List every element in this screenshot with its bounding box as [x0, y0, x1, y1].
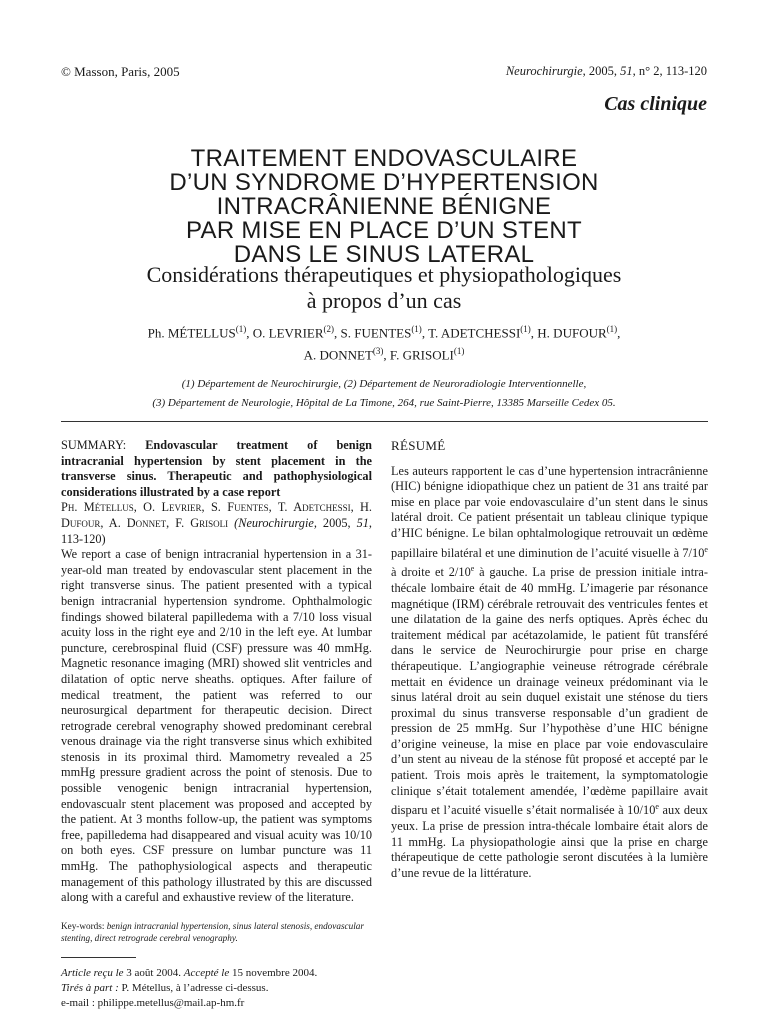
footnote: [61, 966, 372, 1011]
author-name: H. DUFOUR: [537, 325, 607, 341]
author-list: [40, 320, 728, 365]
author-line: A. DONNET$^{(3)}$, F. GRISOLI$^{(1)}$: [303, 346, 465, 363]
publisher-line: © Masson, Paris, 2005: [61, 64, 180, 79]
accepted-label: Accepté le: [183, 966, 230, 979]
citation-pages: , 113-120): [61, 515, 372, 546]
keywords: [61, 920, 372, 945]
ordinal-mark: e: [655, 802, 660, 812]
article-title: [40, 147, 728, 267]
keywords-label: Key-words:: [61, 920, 107, 931]
author-name: A. DONNET: [303, 347, 373, 363]
reprints-value: P. Métellus, à l’adresse ci-dessus.: [118, 981, 269, 994]
reprints-label: Tirés à part :: [61, 981, 119, 994]
summary-citation: [61, 500, 372, 547]
footnote-email: e-mail : philippe.metellus@mail.ap-hm.fr: [61, 996, 245, 1009]
received-label: Article reçu le: [61, 966, 124, 979]
journal-volume: 51: [620, 64, 633, 78]
author-affiliation-mark: (1): [453, 346, 465, 357]
section-label: Cas clinique: [604, 93, 707, 115]
author-name: S. FUENTES: [340, 325, 412, 341]
footnote-divider: [61, 957, 136, 958]
title-line: D’UN SYNDROME D’HYPERTENSION: [169, 169, 599, 196]
ordinal-mark: e: [470, 564, 475, 574]
title-line: INTRACRÂNIENNE BÉNIGNE: [216, 193, 552, 220]
subtitle-line: Considérations thérapeutiques et physiopathologiques: [146, 262, 622, 287]
affiliations: [40, 375, 728, 413]
journal-year: , 2005,: [582, 64, 621, 78]
resume-body: Les auteurs rapportent le cas d’une hypertension intracrânienne (HIC) bénigne idiopathique chez un patient de 31 ans traité par mise en place par voie endovasculaire d’un stent dans le sinus latéral droit. Ce patient présentait un tableau clinique typique d’HIC bénigne. Le bilan ophtalmologique retrouvait un œdème papillaire bilatéral et une diminution de l’acuité visuelle à 7/10e à droite et 2/10e à gauche. La prise de pression initiale intra-thécale lombaire était de 40 mmHg. L’imagerie par résonance magnétique (IRM) cérébrale retrouvait des ventricules fentes et une dilatation de la gaine des nerfs optiques. Après échec du traitement médical par acétazolamide, le patient fût transféré dans le service de Neurochirurgie pour prise en charge thérapeutique. L’angiographie veineuse rétrograde cérébrale mettait en évidence un drainage veineux prédominant via le sinus latéral droit au sein duquel existait une sténose du tiers proximal du sinus transverse responsable d’un gradient de pression de 25 mmHg. Sur l’hypothèse d’une HIC bénigne d’origine veineuse, la mise en place par voie endovasculaire d’un stent au niveau de la sténose fût proposé et accepté par le patient. Trois mois après le traitement, la symptomatologie clinique s’était totalement amendée, l’œdème papillaire avait disparu et l’acuité visuelle s’était normalisée à 10/10e aux deux yeux. La prise de pression intra-thécale lombaire était alors de 11 mmHg. La physiopathologie ainsi que la prise en charge thérapeutique de cette pathologie seront discutées à la lumière d’une revue de la littérature.: [391, 463, 708, 880]
author-affiliation-mark: (3): [372, 346, 384, 357]
summary-column: [61, 438, 372, 1011]
summary-heading: [61, 438, 372, 500]
footnote-dates: [61, 966, 372, 981]
author-affiliation-mark: (1): [411, 324, 422, 334]
title-line: PAR MISE EN PLACE D’UN STENT: [185, 217, 583, 244]
article-subtitle: [40, 262, 728, 314]
ordinal-mark: e: [704, 544, 708, 554]
author-name: Ph. MÉTELLUS: [147, 325, 236, 341]
affiliation-line: (1) Département de Neurochirurgie, (2) Département de Neuroradiologie Interventionnelle,: [181, 378, 587, 390]
received-date: 3 août 2004.: [123, 966, 184, 979]
author-name: O. LEVRIER: [252, 325, 324, 341]
summary-body: We report a case of benign intracranial hypertension in a 31-year-old man treated by endovascular stent placement in the right transverse sinus. The patient presented with a typical benign intracranial hypertension syndrome. Ophthalmologic findings showed bilateral papilledema with a 7/10 loss visual acuity loss in the right eye and 2/10 in the left eye. At lumbar puncture, cerebrospinal fluid (CSF) pressure was 40 mmHg. Magnetic resonance imaging (MRI) showed slit ventricles and dilatation of optic nerve sheaths. optiques. After failure of medical treatment, the patient was referred to our neurosurgical department for therapeutic decision. Direct retrograde cerebral venography showed predominant cerebral venous drainage via the right transverse sinus which exhibited stenosis in its proximal third. Mamometry revealed a 25 mmHg pressure gradient across the point of stenosis. Due to possible venogenic benign intracranial hypertension, endovascualr stent placement was proposed and accepted by the patient. At 3 months follow-up, the patient was symptoms free, papilledema had disappeared and visual acuity was 10/10 on both eyes. CSF pressure on lumbar puncture was 11 mmHg. The pathophysiological aspects and therapeutic management of this pathology illustrated by this are discussed along with a careful and exhaustive review of the literature.: [61, 547, 372, 905]
author-line: Ph. MÉTELLUS$^{(1)}$, O. LEVRIER$^{(2)}$, S. FUENTES$^{(1)}$, T. ADETCHESSI$^{(1)}$, H. DUFOUR$^{(1)}$,: [147, 324, 621, 341]
author-name: F. GRISOLI: [389, 347, 454, 363]
accepted-date: 15 novembre 2004.: [229, 966, 318, 979]
title-line: DANS LE SINUS LATERAL: [233, 241, 535, 268]
citation-year: 2005,: [316, 515, 357, 530]
citation-journal: (Neurochirurgie,: [234, 515, 317, 530]
resume-column: [391, 438, 708, 881]
journal-reference: [506, 64, 707, 79]
journal-issue-pages: , n° 2, 113-120: [632, 64, 707, 78]
keywords-value: benign intracranial hypertension, sinus lateral stenosis, endovascular stenting, direct retrograde cerebral venography.: [61, 920, 364, 944]
author-affiliation-mark: (1): [520, 324, 531, 334]
journal-name: Neurochirurgie: [505, 64, 583, 78]
summary-label: SUMMARY:: [61, 438, 146, 452]
summary-title: Endovascular treatment of benign intracranial hypertension by stent placement in the transverse sinus. Therapeutic and pathophysiological considerations illustrated by a case report: [61, 438, 372, 499]
author-affiliation-mark: (1): [235, 324, 247, 334]
citation-authors: Ph. Métellus, O. Levrier, S. Fuentes, T. Adetchessi, H. Dufour, A. Donnet, F. Grisoli: [61, 500, 372, 530]
affiliation-line: (3) Département de Neurologie, Hôpital de La Timone, 264, rue Saint-Pierre, 13385 Marseille Cedex 05.: [152, 397, 616, 409]
subtitle-line: à propos d’un cas: [306, 288, 462, 313]
title-line: TRAITEMENT ENDOVASCULAIRE: [190, 145, 578, 172]
author-name: T. ADETCHESSI: [428, 325, 521, 341]
citation-volume: 51: [356, 515, 369, 530]
author-affiliation-mark: (1): [606, 324, 618, 334]
header-divider: [61, 421, 708, 422]
resume-heading: RÉSUMÉ: [391, 438, 446, 453]
author-affiliation-mark: (2): [323, 324, 335, 334]
